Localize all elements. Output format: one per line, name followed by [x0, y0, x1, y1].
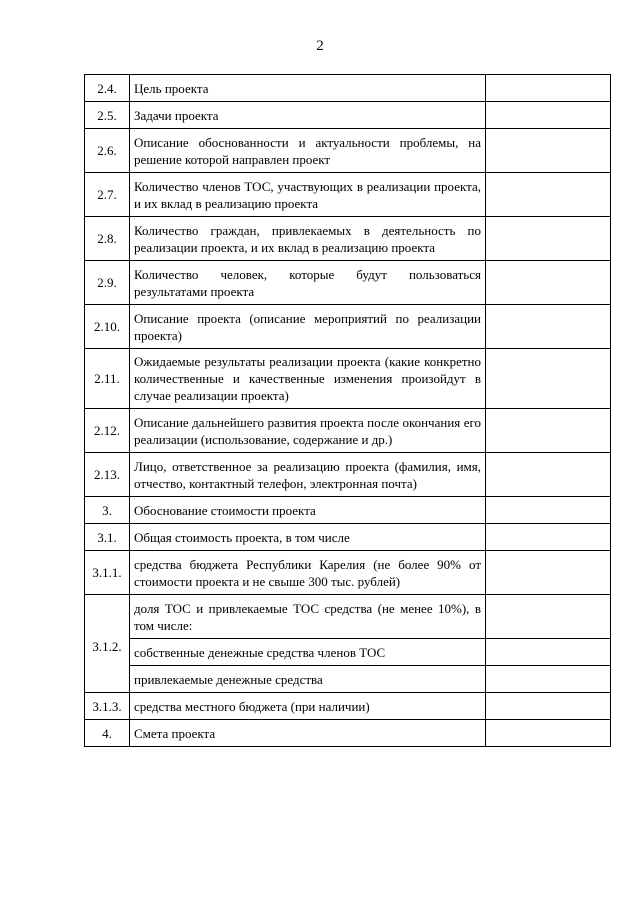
row-description: Количество человек, которые будут пользоваться результатами проекта	[130, 261, 486, 305]
row-description: Общая стоимость проекта, в том числе	[130, 524, 486, 551]
row-value-cell[interactable]	[486, 453, 611, 497]
table-row-2-4	[85, 75, 611, 102]
table-row-3-1-1	[85, 551, 611, 595]
row-description: Обоснование стоимости проекта	[130, 497, 486, 524]
table-row-3-1-2-own-funds	[85, 639, 611, 666]
row-value-cell[interactable]	[486, 129, 611, 173]
row-number: 2.9.	[85, 261, 130, 305]
row-value-cell[interactable]	[486, 524, 611, 551]
row-number: 2.8.	[85, 217, 130, 261]
row-value-cell[interactable]	[486, 75, 611, 102]
row-value-cell[interactable]	[486, 173, 611, 217]
row-value-cell[interactable]	[486, 305, 611, 349]
row-value-cell[interactable]	[486, 497, 611, 524]
row-number: 2.5.	[85, 102, 130, 129]
row-number: 2.11.	[85, 349, 130, 409]
table-row-2-9	[85, 261, 611, 305]
table-row-3-1	[85, 524, 611, 551]
row-value-cell[interactable]	[486, 693, 611, 720]
row-value-cell[interactable]	[486, 666, 611, 693]
row-description: средства бюджета Республики Карелия (не более 90% от стоимости проекта и не свыше 300 тыс. рублей)	[130, 551, 486, 595]
row-number: 2.4.	[85, 75, 130, 102]
table-row-2-10	[85, 305, 611, 349]
row-number: 2.6.	[85, 129, 130, 173]
row-description: Задачи проекта	[130, 102, 486, 129]
table-row-2-12	[85, 409, 611, 453]
row-description: Лицо, ответственное за реализацию проекта (фамилия, имя, отчество, контактный телефон, электронная почта)	[130, 453, 486, 497]
row-description: привлекаемые денежные средства	[130, 666, 486, 693]
row-value-cell[interactable]	[486, 639, 611, 666]
row-number: 2.12.	[85, 409, 130, 453]
row-description: Описание обоснованности и актуальности проблемы, на решение которой направлен проект	[130, 129, 486, 173]
row-value-cell[interactable]	[486, 595, 611, 639]
row-number: 3.	[85, 497, 130, 524]
row-description: собственные денежные средства членов ТОС	[130, 639, 486, 666]
row-number: 2.7.	[85, 173, 130, 217]
table-row-3-1-2	[85, 595, 611, 639]
row-description: Описание дальнейшего развития проекта после окончания его реализации (использование, содержание и др.)	[130, 409, 486, 453]
row-number: 4.	[85, 720, 130, 747]
row-description: Описание проекта (описание мероприятий по реализации проекта)	[130, 305, 486, 349]
row-description: Количество граждан, привлекаемых в деятельность по реализации проекта, и их вклад в реализацию проекта	[130, 217, 486, 261]
table-row-4	[85, 720, 611, 747]
row-number: 3.1.3.	[85, 693, 130, 720]
row-number: 3.1.1.	[85, 551, 130, 595]
row-description: Цель проекта	[130, 75, 486, 102]
row-description: Ожидаемые результаты реализации проекта (какие конкретно количественные и качественные изменения произойдут в случае реализации проекта)	[130, 349, 486, 409]
table-row-3-1-3	[85, 693, 611, 720]
row-value-cell[interactable]	[486, 261, 611, 305]
row-number: 2.10.	[85, 305, 130, 349]
row-value-cell[interactable]	[486, 349, 611, 409]
row-value-cell[interactable]	[486, 720, 611, 747]
table-row-2-11	[85, 349, 611, 409]
row-number: 2.13.	[85, 453, 130, 497]
row-value-cell[interactable]	[486, 217, 611, 261]
table-row-2-7	[85, 173, 611, 217]
row-description: доля ТОС и привлекаемые ТОС средства (не менее 10%), в том числе:	[130, 595, 486, 639]
project-application-table	[84, 74, 611, 747]
page-number: 2	[316, 38, 324, 54]
table-row-2-5	[85, 102, 611, 129]
row-description: Смета проекта	[130, 720, 486, 747]
table-row-2-13	[85, 453, 611, 497]
table-row-3-1-2-attracted-funds	[85, 666, 611, 693]
row-value-cell[interactable]	[486, 551, 611, 595]
table-row-2-8	[85, 217, 611, 261]
row-value-cell[interactable]	[486, 102, 611, 129]
row-description: Количество членов ТОС, участвующих в реализации проекта, и их вклад в реализацию проекта	[130, 173, 486, 217]
table-row-2-6	[85, 129, 611, 173]
row-number: 3.1.2.	[85, 595, 130, 693]
row-value-cell[interactable]	[486, 409, 611, 453]
row-number: 3.1.	[85, 524, 130, 551]
table-row-3	[85, 497, 611, 524]
row-description: средства местного бюджета (при наличии)	[130, 693, 486, 720]
